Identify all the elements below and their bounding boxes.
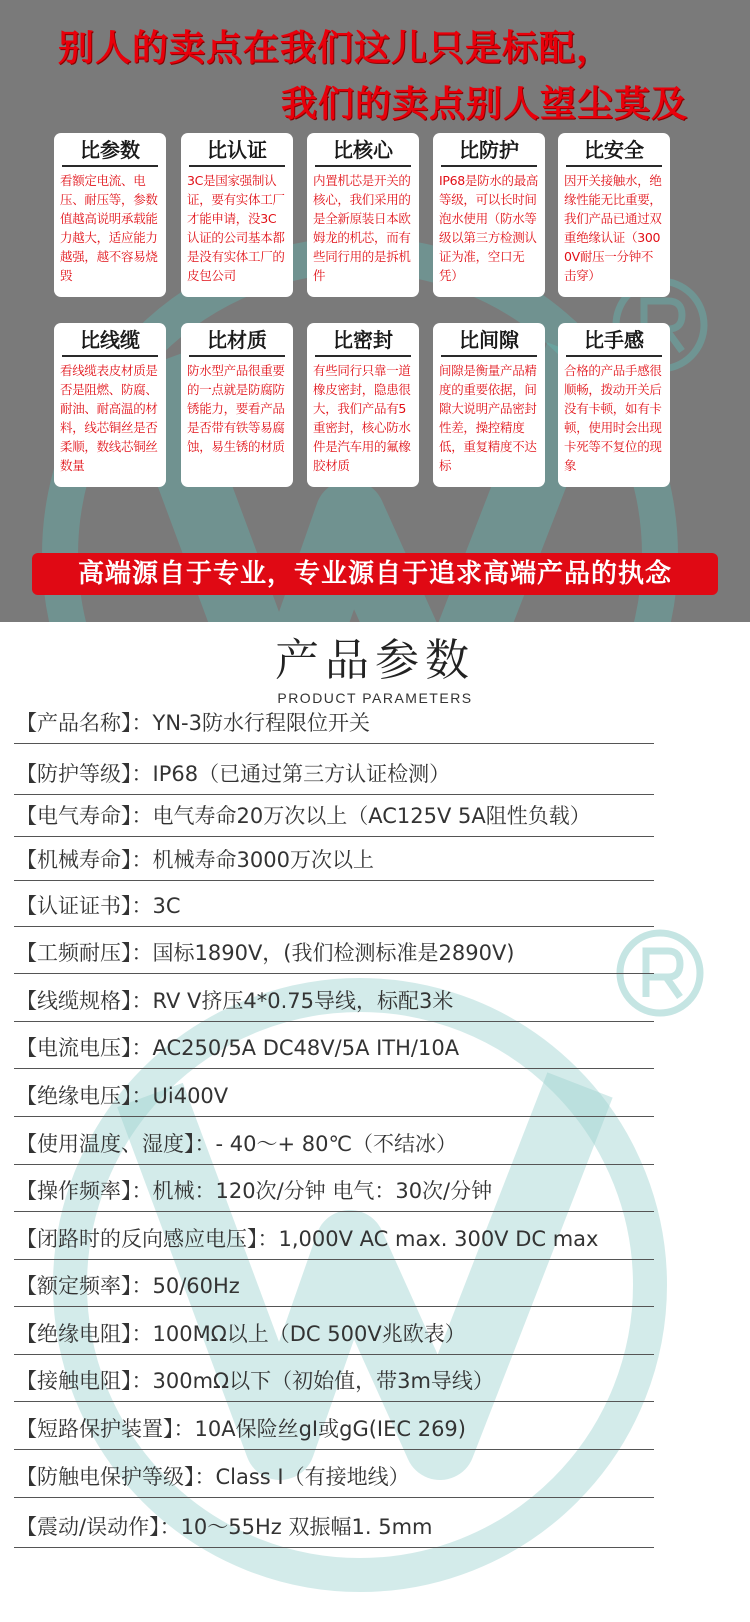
param-text: 【绝缘电阻】：100MΩ以上（DC 500V兆欧表） <box>16 1322 466 1346</box>
param-text: 【额定频率】：50/60Hz <box>16 1274 240 1298</box>
card-safety <box>558 133 670 297</box>
card-material <box>181 323 293 487</box>
card-body: 因开关接触水，绝缘性能无比重要，我们产品已通过双重绝缘认证（3000V耐压一分钟不击穿） <box>564 173 662 283</box>
param-text: 【认证证书】：3C <box>16 894 181 918</box>
card-body: IP68是防水的最高等级，可以长时间泡水使用（防水等级以第三方检测认证为准，空口无凭） <box>439 173 539 283</box>
card-body: 防水型产品很重要的一点就是防腐防锈能力，要看产品是否带有铁等易腐蚀，易生锈的材质 <box>187 363 285 454</box>
card-parameters <box>54 133 166 297</box>
param-row <box>14 1271 654 1307</box>
param-row <box>14 891 654 927</box>
card-title: 比线缆 <box>62 323 158 357</box>
param-text: 【闭路时的反向感应电压】：1,000V AC max. 300V DC max <box>16 1227 599 1251</box>
param-row <box>14 1462 654 1498</box>
param-text: 【工频耐压】：国标1890V，(我们检测标准是2890V) <box>16 941 515 965</box>
param-text: 【产品名称】：YN-3防水行程限位开关 <box>16 711 370 735</box>
param-text: 【绝缘电压】：Ui400V <box>16 1084 229 1108</box>
param-text: 【电气寿命】：电气寿命20万次以上（AC125V 5A阻性负载） <box>16 804 591 828</box>
card-cable <box>54 323 166 487</box>
card-title: 比密封 <box>315 323 411 357</box>
param-row <box>14 708 654 744</box>
card-title: 比安全 <box>566 133 662 167</box>
param-text: 【操作频率】：机械：120次/分钟 电气：30次/分钟 <box>16 1179 493 1203</box>
param-row <box>14 1033 654 1069</box>
card-core <box>307 133 419 297</box>
param-text: 【震动/误动作】：10～55Hz 双振幅1. 5mm <box>16 1515 433 1539</box>
card-title: 比核心 <box>315 133 411 167</box>
card-body: 3C是国家强制认证，要有实体工厂才能申请，没3C认证的公司基本都是没有实体工厂的皮包公司 <box>187 173 285 283</box>
param-row <box>14 1414 654 1450</box>
headline-line-1: 别人的卖点在我们这儿只是标配， <box>58 28 614 69</box>
param-row <box>14 1319 654 1355</box>
headline-line-2: 我们的卖点别人望尘莫及 <box>280 84 688 125</box>
card-body: 内置机芯是开关的核心，我们采用的是全新原装日本欧姆龙的机芯，而有些同行用的是拆机件 <box>313 173 411 283</box>
param-text: 【电流电压】：AC250/5A DC48V/5A ITH/10A <box>16 1036 460 1060</box>
param-text: 【防护等级】：IP68（已通过第三方认证检测） <box>16 762 451 786</box>
card-body: 合格的产品手感很顺畅，拨动开关后没有卡顿，如有卡顿，使用时会出现卡死等不复位的现象 <box>564 363 662 473</box>
params-subtitle: PRODUCT PARAMETERS <box>277 690 473 706</box>
card-body: 有些同行只靠一道橡皮密封，隐患很大，我们产品有5重密封，核心防水件是汽车用的氟橡胶材质 <box>313 363 411 473</box>
card-title: 比材质 <box>189 323 285 357</box>
param-text: 【使用温度、湿度】：- 40～+ 80℃（不结冰） <box>16 1132 458 1156</box>
param-text: 【线缆规格】：RV V挤压4*0.75导线，标配3米 <box>16 989 454 1013</box>
param-row <box>14 1129 654 1165</box>
card-title: 比参数 <box>62 133 158 167</box>
card-body: 看额定电流、电压、耐压等，参数值越高说明承载能力越大，适应能力越强，越不容易烧毁 <box>60 173 158 283</box>
param-text: 【机械寿命】：机械寿命3000万次以上 <box>16 848 374 872</box>
card-title: 比认证 <box>189 133 285 167</box>
param-row <box>14 1081 654 1117</box>
param-row <box>14 1224 654 1260</box>
param-row <box>14 845 654 881</box>
card-clearance <box>433 323 545 487</box>
param-row <box>14 1366 654 1402</box>
param-row <box>14 759 654 795</box>
param-text: 【接触电阻】：300mΩ以下（初始值，带3m导线） <box>16 1369 494 1393</box>
card-title: 比手感 <box>566 323 662 357</box>
param-row <box>14 938 654 974</box>
selling-points-section <box>0 0 750 622</box>
comparison-cards <box>0 0 750 622</box>
card-title: 比间隙 <box>441 323 537 357</box>
card-title: 比防护 <box>441 133 537 167</box>
card-certification <box>181 133 293 297</box>
param-row <box>14 801 654 837</box>
card-body: 看线缆表皮材质是否是阻燃、防腐、耐油、耐高温的材料，线芯铜丝是否柔顺，数线芯铜丝数量 <box>60 363 158 473</box>
param-row <box>14 1176 654 1212</box>
card-feel <box>558 323 670 487</box>
slogan-banner: 高端源自于专业，专业源自于追求高端产品的执念 <box>32 553 718 595</box>
params-title: 产品参数 <box>275 635 475 686</box>
card-sealing <box>307 323 419 487</box>
param-text: 【短路保护装置】：10A保险丝gI或gG(IEC 269) <box>16 1417 466 1441</box>
card-body: 间隙是衡量产品精度的重要依据，间隙大说明产品密封性差，操控精度低，重复精度不达标 <box>439 363 537 473</box>
param-text: 【防触电保护等级】：Class I（有接地线） <box>16 1465 410 1489</box>
card-protection <box>433 133 545 297</box>
param-row <box>14 986 654 1022</box>
param-row <box>14 1512 654 1548</box>
